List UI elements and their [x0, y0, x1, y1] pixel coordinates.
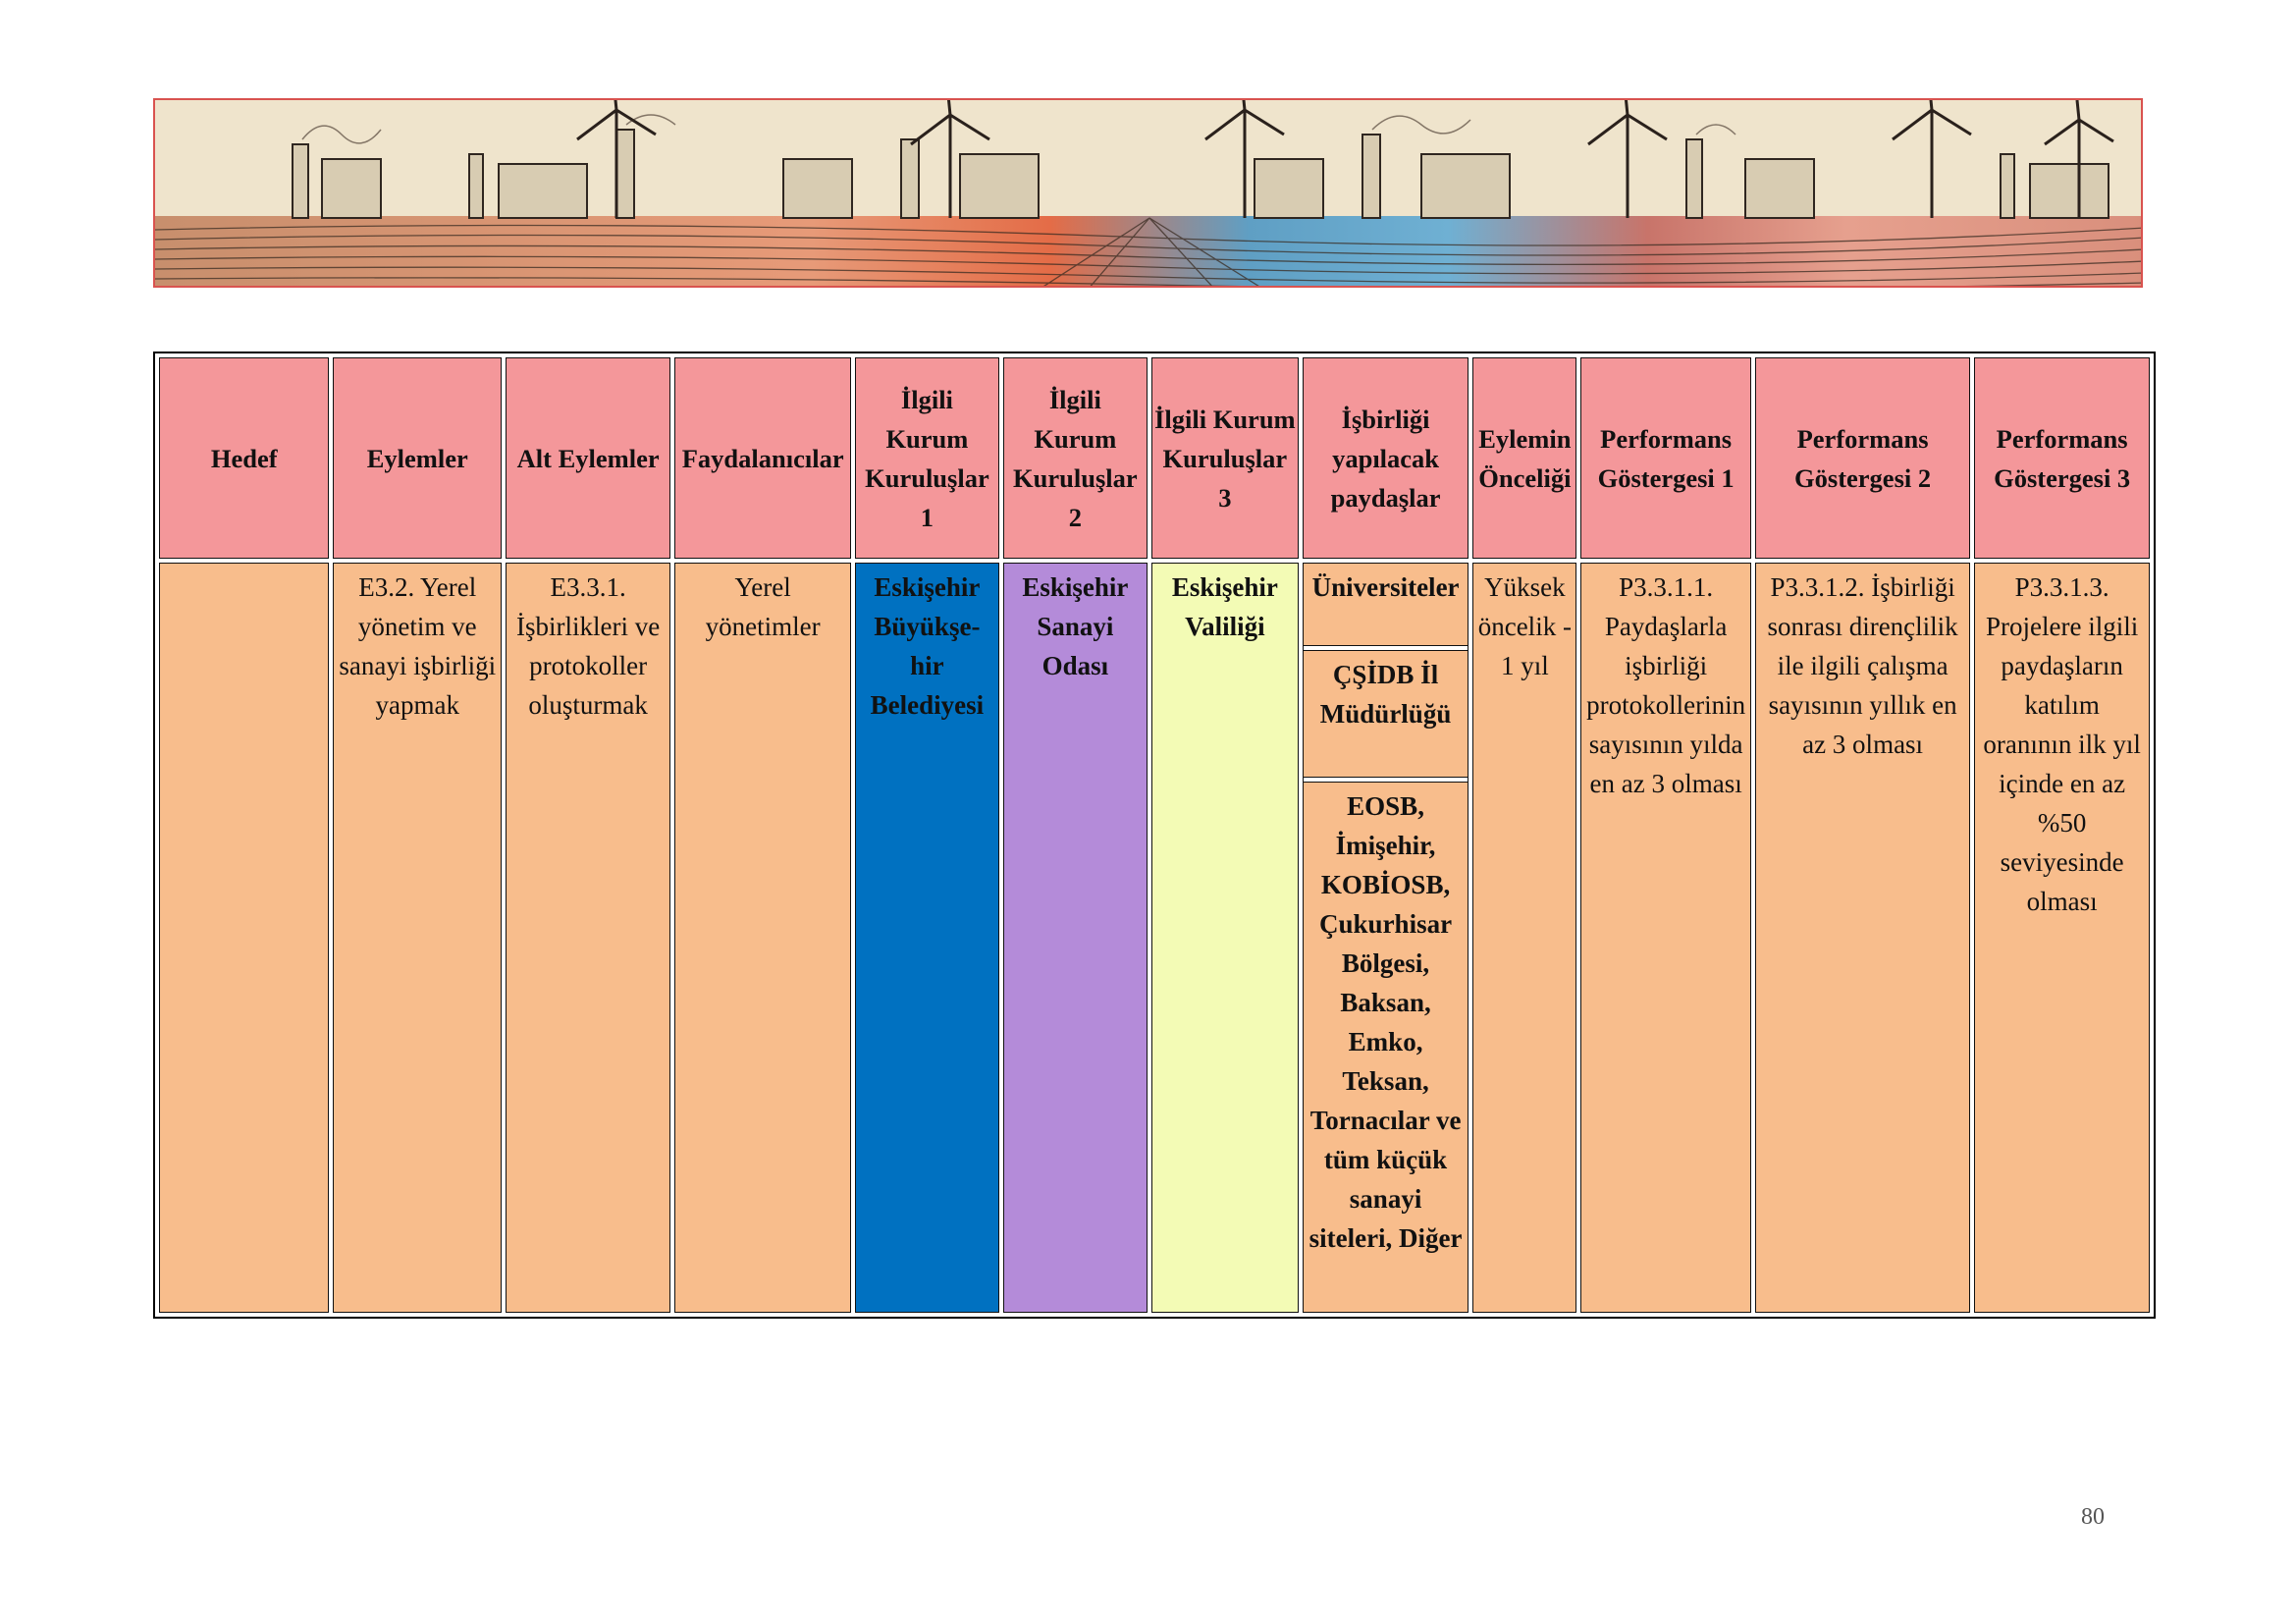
header-kurum-1: İlgili Kurum Kuruluşlar 1	[855, 357, 999, 559]
action-plan-table	[153, 352, 2156, 1319]
header-kurum-2: İlgili Kurum Kuruluşlar 2	[1003, 357, 1148, 559]
cell-oncelik: Yüksek öncelik - 1 yıl	[1472, 563, 1576, 1313]
header-banner	[153, 98, 2143, 288]
paydas-item: EOSB, İmişehir, KOBİOSB, Çukurhisar Bölgesi, Baksan, Emko, Teksan, Tornacılar ve tüm küçük sanayi siteleri, Diğer	[1304, 782, 1468, 1312]
cell-pg-1: P3.3.1.1. Paydaşlarla işbirliği protokollerinin sayısının yılda en az 3 olması	[1580, 563, 1750, 1313]
header-hedef: Hedef	[159, 357, 329, 559]
header-oncelik: Eylemin Önceliği	[1472, 357, 1576, 559]
paydas-item: Üniversiteler	[1304, 564, 1468, 646]
page-number: 80	[2081, 1504, 2105, 1530]
paydas-item: ÇŞİDB İl Müdürlüğü	[1304, 650, 1468, 778]
cell-pg-2: P3.3.1.2. İşbirliği sonrası dirençlilik ile ilgili çalışma sayısının yıllık en az 3 olması	[1755, 563, 1970, 1313]
header-row	[159, 357, 2150, 559]
header-pg-3: Performans Göstergesi 3	[1974, 357, 2150, 559]
header-pg-1: Performans Göstergesi 1	[1580, 357, 1750, 559]
header-paydaslar: İşbirliği yapılacak paydaşlar	[1303, 357, 1468, 559]
cell-eylem: E3.2. Yerel yönetim ve sanayi işbirliği yapmak	[333, 563, 501, 1313]
header-faydalanicilar: Faydalanıcılar	[674, 357, 851, 559]
cell-faydalanicilar: Yerel yönetimler	[674, 563, 851, 1313]
industrial-landscape-illustration	[155, 100, 2143, 288]
header-kurum-3: İlgili Kurum Kuruluşlar 3	[1151, 357, 1299, 559]
cell-hedef	[159, 563, 329, 1313]
cell-kurum-1: Eskişehir Büyükşe-hir Belediyesi	[855, 563, 999, 1313]
table-row	[159, 563, 2150, 1313]
cell-paydaslar	[1303, 563, 1468, 1313]
cell-pg-3: P3.3.1.3. Projelere ilgili paydaşların katılım oranının ilk yıl içinde en az %50 seviyesinde olması	[1974, 563, 2150, 1313]
header-eylemler: Eylemler	[333, 357, 501, 559]
cell-alt-eylem: E3.3.1. İşbirlikleri ve protokoller oluşturmak	[506, 563, 670, 1313]
cell-kurum-2: Eskişehir Sanayi Odası	[1003, 563, 1148, 1313]
header-alt-eylemler: Alt Eylemler	[506, 357, 670, 559]
cell-kurum-3: Eskişehir Valiliği	[1151, 563, 1299, 1313]
header-pg-2: Performans Göstergesi 2	[1755, 357, 1970, 559]
